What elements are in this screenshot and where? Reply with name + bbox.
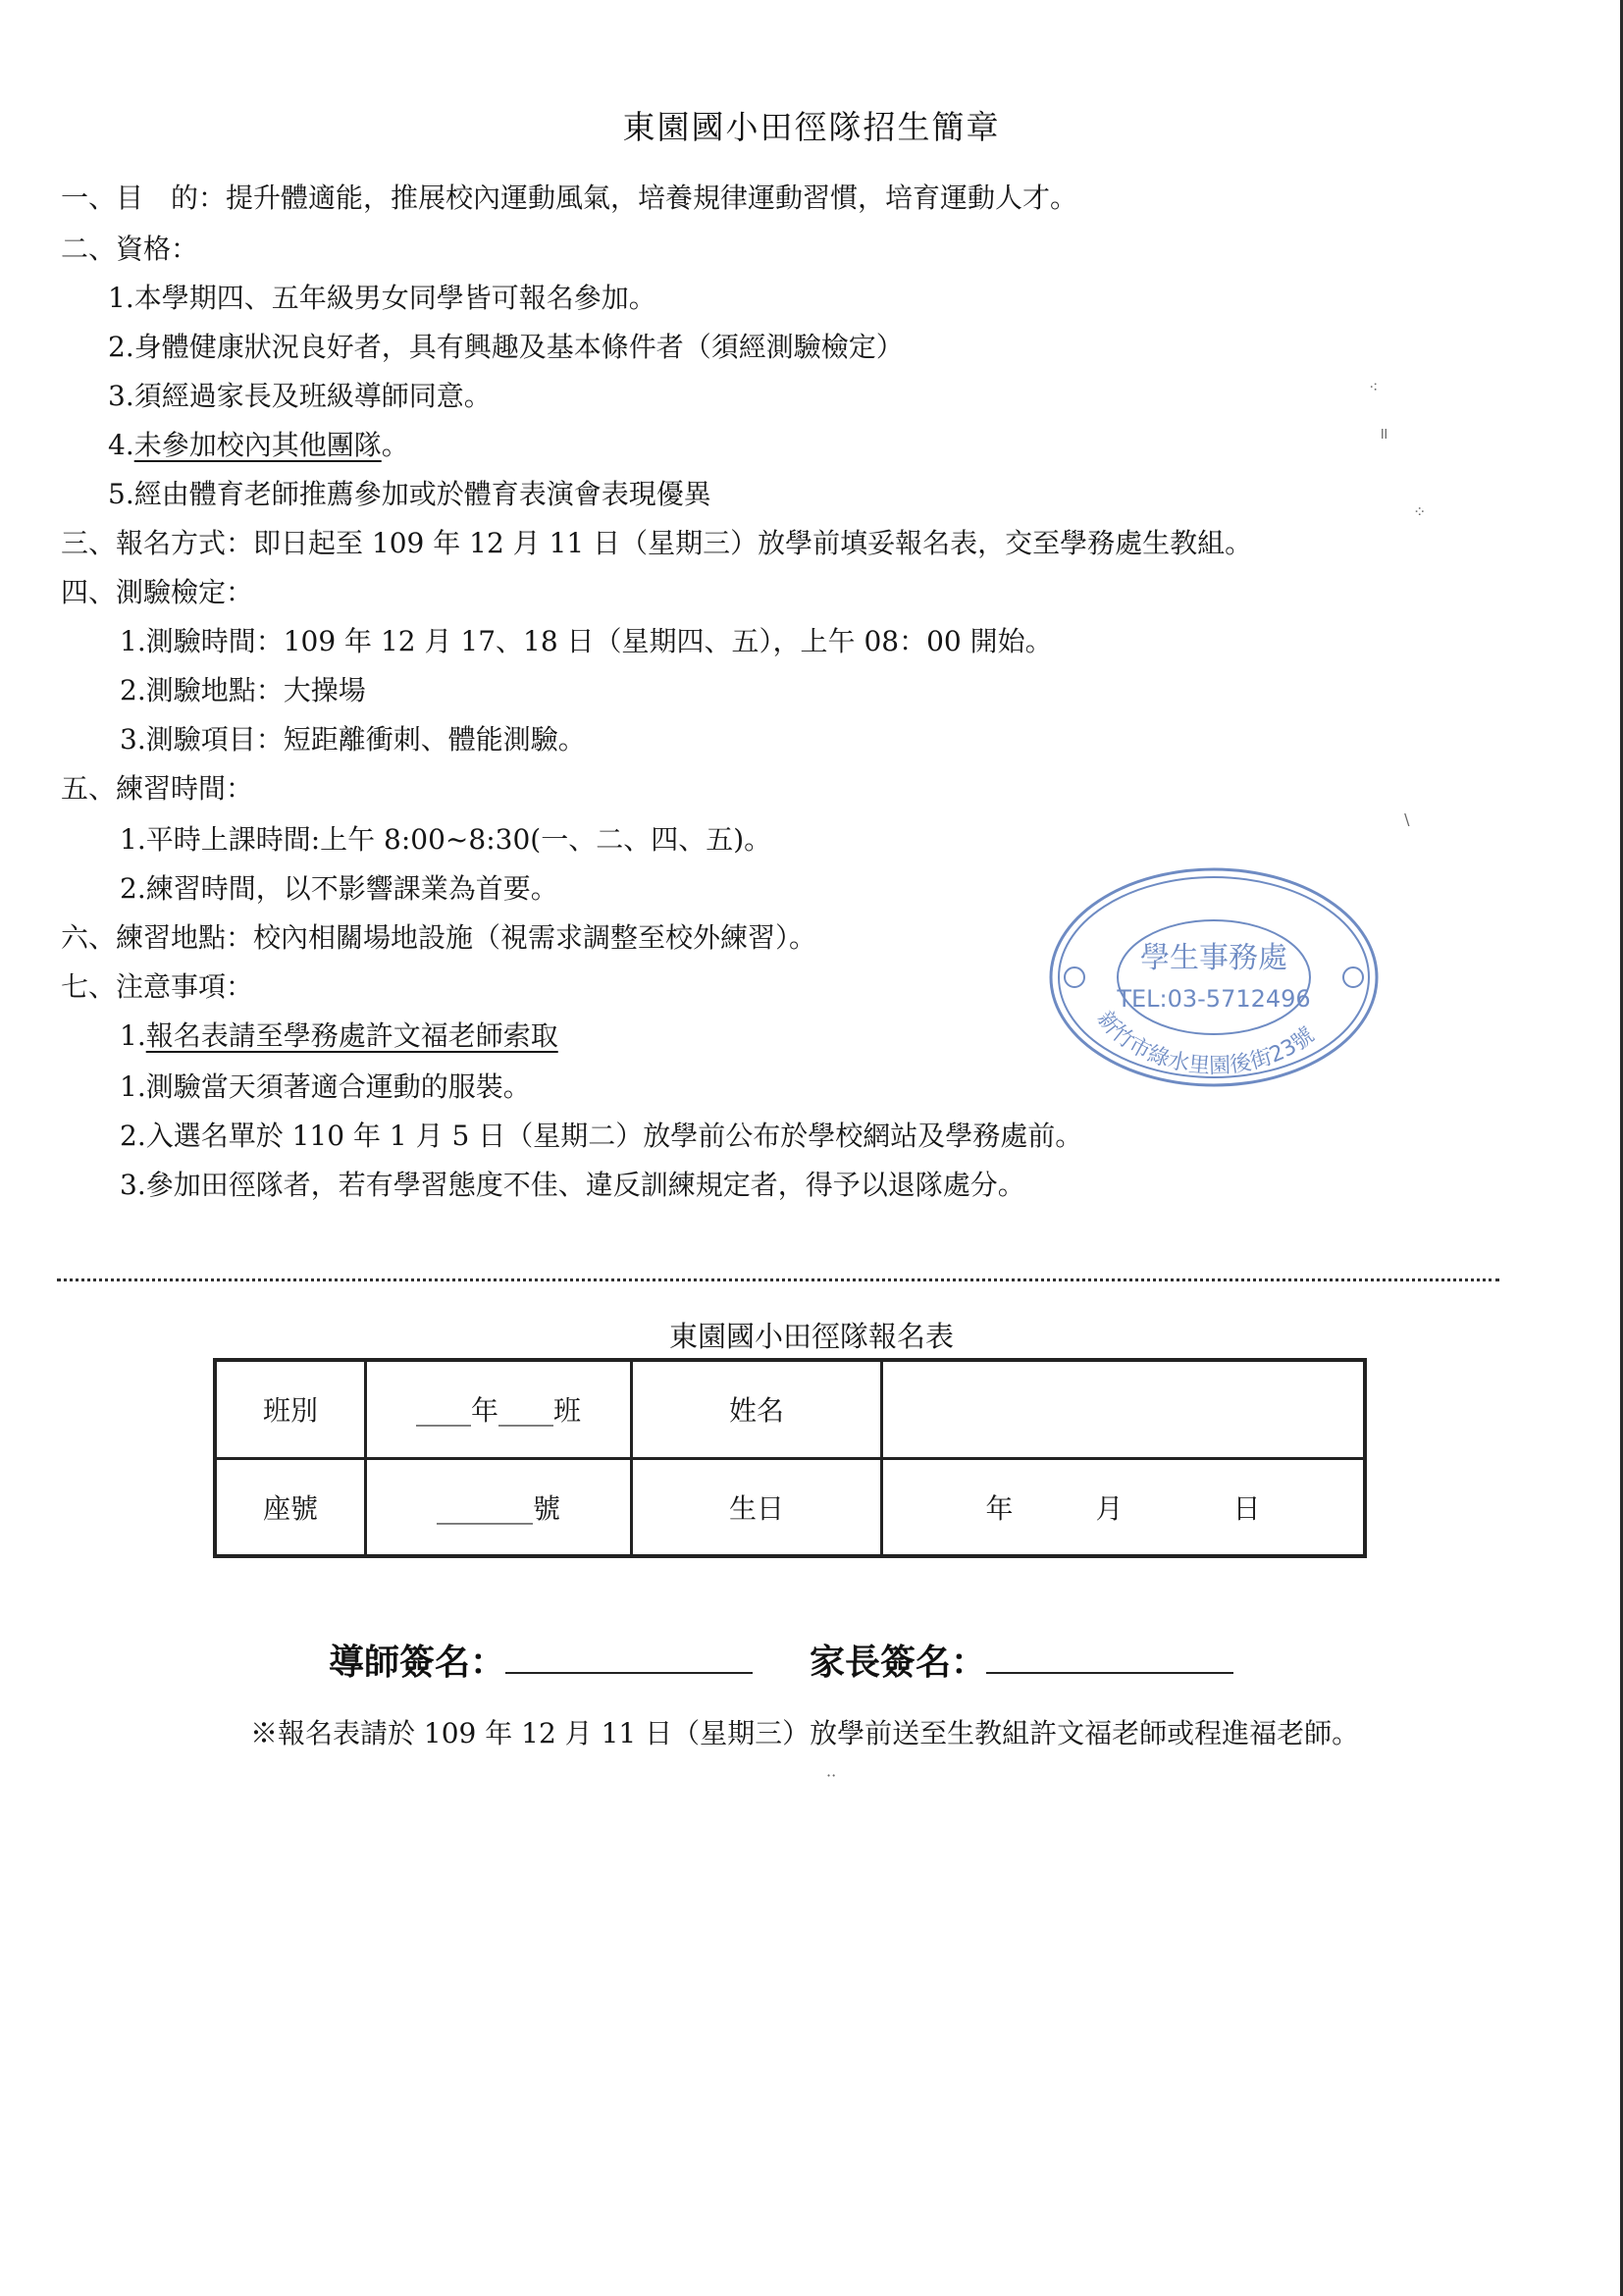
name-field[interactable]	[882, 1360, 1366, 1458]
scan-speck: ॥	[1379, 424, 1388, 443]
form-row-1	[215, 1360, 1365, 1458]
name-label: 姓名	[632, 1360, 882, 1458]
birthday-field[interactable]: 年 月 日	[882, 1458, 1366, 1556]
stamp-graphic	[1051, 869, 1377, 1085]
footnote: ※報名表請於 109 年 12 月 11 日（星期三）放學前送至生教組許文福老師或程進福老師。	[250, 1717, 1360, 1749]
test-item: 3.測驗項目：短距離衝刺、體能測驗。	[120, 723, 586, 756]
form-title: 東園國小田徑隊報名表	[668, 1320, 954, 1353]
qualification-item	[108, 426, 409, 465]
parent-signature	[810, 1635, 1233, 1685]
stamp-tel-text: TEL:03-5712496	[1117, 985, 1311, 1013]
qualification-item: 3.須經過家長及班級導師同意。	[108, 380, 492, 412]
item-number: 1.	[120, 1019, 146, 1052]
practice-item: 1.平時上課時間:上午 8:00~8:30(一、二、四、五)。	[120, 823, 772, 856]
seat-label: 座號	[215, 1458, 366, 1556]
class-label: 班別	[215, 1360, 366, 1458]
scan-speck: ··	[826, 1766, 837, 1785]
class-field[interactable]: ____年____班	[366, 1360, 632, 1458]
seat-field[interactable]: _______號	[366, 1458, 632, 1556]
stamp-ring-text: 新竹市綠水里園後街23號	[1092, 1007, 1320, 1079]
qualification-item: 2.身體健康狀況良好者，具有興趣及基本條件者（須經測驗檢定）	[108, 331, 904, 363]
practice-heading: 五、練習時間：	[61, 772, 254, 805]
teacher-signature	[329, 1635, 753, 1685]
purpose-line: 一、目 的：提升體適能，推展校內運動風氣，培養規律運動習慣，培育運動人才。	[61, 182, 1078, 214]
registration-line: 三、報名方式：即日起至 109 年 12 月 11 日（星期三）放學前填妥報名表，交至學務處生教組。	[61, 527, 1253, 559]
form-row-2	[215, 1458, 1365, 1556]
scan-speck: ∖	[1401, 810, 1412, 829]
qualification-item: 1.本學期四、五年級男女同學皆可報名參加。	[108, 282, 656, 314]
office-stamp	[1045, 861, 1384, 1092]
notes-item: 2.入選名單於 110 年 1 月 5 日（星期二）放學前公布於學校網站及學務處前。	[120, 1120, 1083, 1152]
underlined-text: 未參加校內其他團隊	[133, 429, 382, 461]
location-line: 六、練習地點：校內相關場地設施（視需求調整至校外練習）。	[61, 921, 817, 954]
parent-signature-line[interactable]	[986, 1637, 1233, 1674]
stamp-center-text: 學生事務處	[1140, 941, 1287, 975]
test-heading: 四、測驗檢定：	[61, 576, 254, 608]
page-title: 東園國小田徑隊招生簡章	[622, 108, 1001, 146]
notes-item: 1.測驗當天須著適合運動的服裝。	[120, 1070, 531, 1103]
parent-signature-label: 家長簽名：	[810, 1642, 987, 1683]
notes-item	[120, 1017, 558, 1056]
underlined-text: 報名表請至學務處許文福老師索取	[145, 1019, 558, 1052]
qualification-heading: 二、資格：	[61, 233, 199, 265]
scan-speck: ⁖	[1369, 378, 1379, 396]
birthday-label: 生日	[632, 1458, 882, 1556]
teacher-signature-label: 導師簽名：	[329, 1642, 506, 1683]
scan-speck: ⁘	[1413, 502, 1427, 521]
test-item: 1.測驗時間：109 年 12 月 17、18 日（星期四、五），上午 08：00 開始。	[120, 625, 1053, 657]
practice-item: 2.練習時間，以不影響課業為首要。	[120, 872, 558, 905]
notes-item: 3.參加田徑隊者，若有學習態度不佳、違反訓練規定者，得予以退隊處分。	[120, 1169, 1025, 1201]
notes-heading: 七、注意事項：	[61, 970, 254, 1003]
test-item: 2.測驗地點：大操場	[120, 674, 366, 706]
teacher-signature-line[interactable]	[505, 1637, 753, 1674]
qualification-item: 5.經由體育老師推薦參加或於體育表演會表現優異	[108, 478, 711, 510]
item-number: 4.	[108, 429, 134, 461]
registration-form-table	[213, 1358, 1367, 1558]
cut-line	[57, 1278, 1499, 1281]
punctuation: 。	[381, 429, 409, 461]
